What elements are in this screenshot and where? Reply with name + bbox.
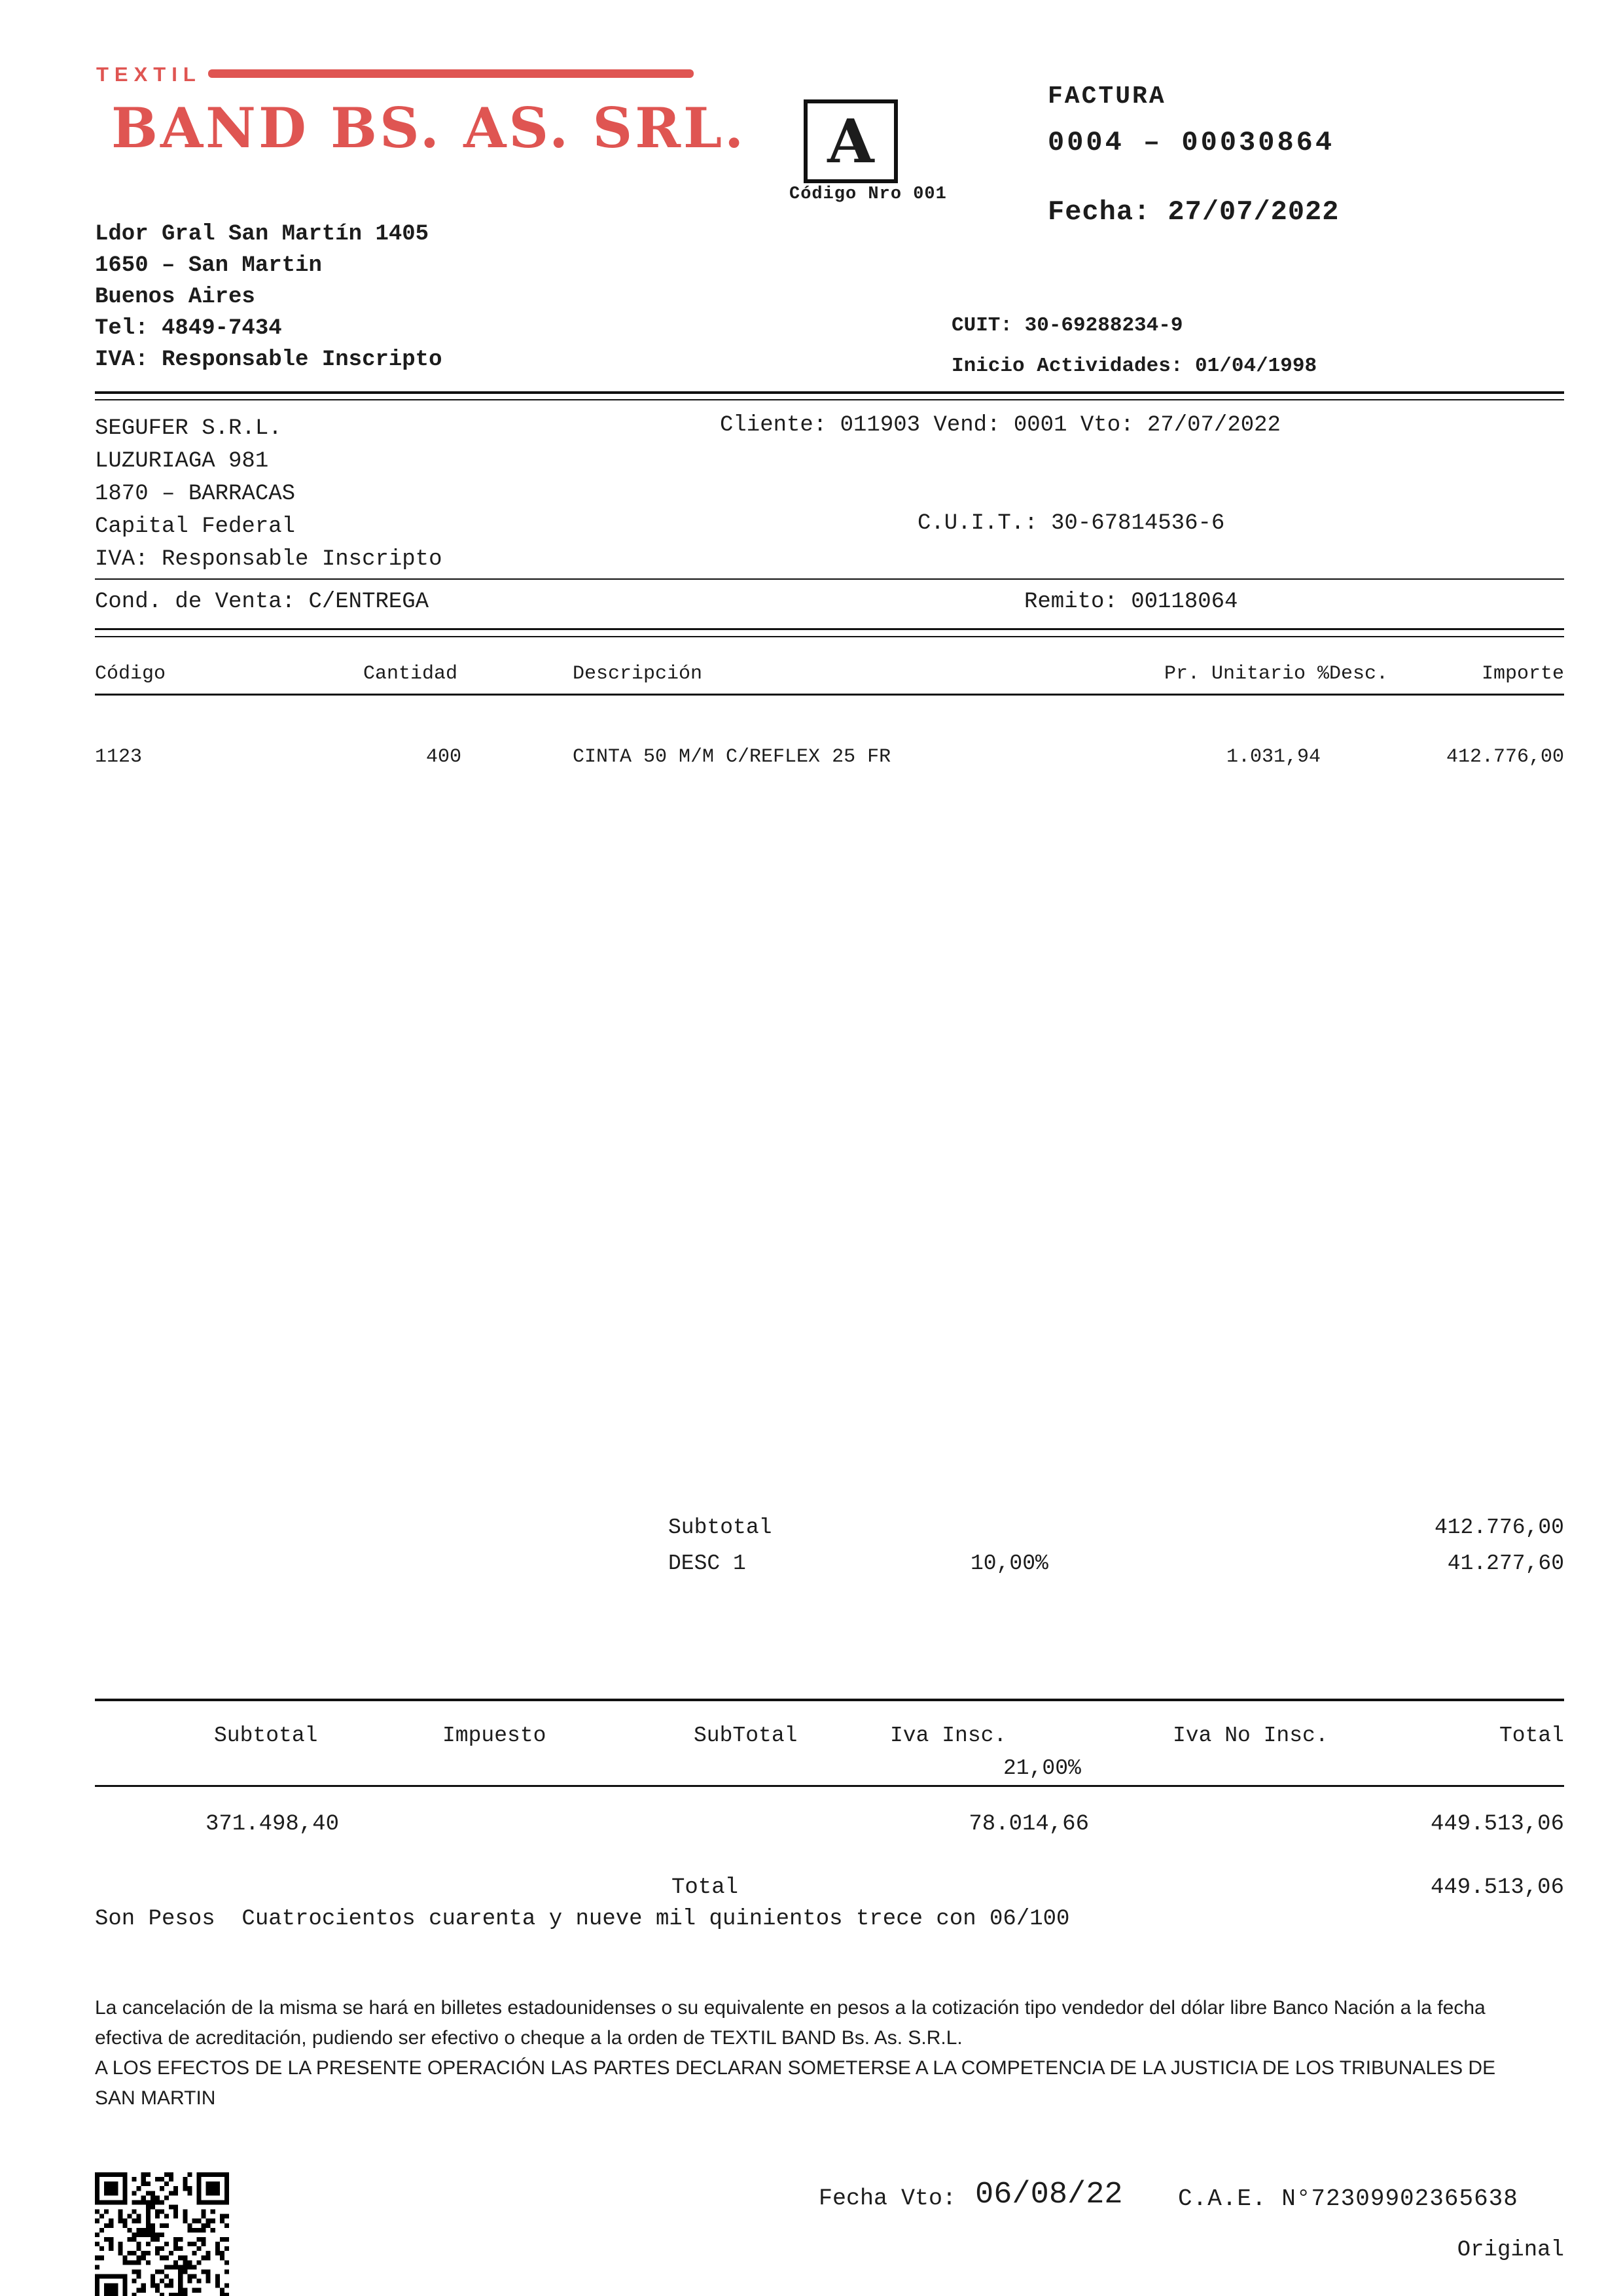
client-address-line: Capital Federal xyxy=(95,514,296,539)
column-header-codigo: Código xyxy=(95,663,166,685)
totals-value-iva-insc: 78.014,66 xyxy=(969,1812,1089,1837)
copy-label: Original xyxy=(1457,2238,1564,2263)
subtotal-label: Subtotal xyxy=(668,1515,772,1540)
company-address-line: 1650 – San Martin xyxy=(95,253,322,278)
totals-value-total: 449.513,06 xyxy=(1430,1812,1564,1837)
company-phone: Tel: 4849-7434 xyxy=(95,316,282,341)
client-reference-line: Cliente: 011903 Vend: 0001 Vto: 27/07/2022 xyxy=(720,413,1281,438)
company-address-line: Buenos Aires xyxy=(95,285,255,309)
divider xyxy=(95,1699,1564,1701)
amount-in-words: Son Pesos Cuatrocientos cuarenta y nueve mil quinientos trece con 06/100 xyxy=(95,1907,1070,1932)
company-inicio-actividades: Inicio Actividades: 01/04/1998 xyxy=(952,355,1317,378)
divider xyxy=(95,578,1564,580)
item-descripcion: CINTA 50 M/M C/REFLEX 25 FR xyxy=(573,746,891,768)
iva-percent: 21,00% xyxy=(1003,1756,1081,1780)
logo-red-bar xyxy=(208,69,694,78)
discount-value: 41.277,60 xyxy=(1447,1551,1564,1576)
totals-header-subtotal: Subtotal xyxy=(214,1723,318,1748)
totals-header-impuesto: Impuesto xyxy=(442,1723,546,1748)
company-logo: BAND BS. AS. SRL. xyxy=(111,96,747,160)
item-pr-unitario: 1.031,94 xyxy=(1226,746,1321,768)
logo-textil-text: TEXTIL xyxy=(96,63,202,86)
column-header-importe: Importe xyxy=(1481,663,1564,685)
divider xyxy=(95,391,1564,400)
item-importe: 412.776,00 xyxy=(1446,746,1564,768)
divider xyxy=(95,628,1564,637)
qr-code xyxy=(95,2172,229,2296)
remito-number: Remito: 00118064 xyxy=(1024,590,1238,614)
column-header-descripcion: Descripción xyxy=(573,663,703,685)
grand-total-value: 449.513,06 xyxy=(1430,1875,1564,1900)
company-iva-status: IVA: Responsable Inscripto xyxy=(95,347,442,372)
item-cantidad: 400 xyxy=(425,746,461,768)
discount-label: DESC 1 xyxy=(668,1551,746,1576)
totals-value-subtotal: 371.498,40 xyxy=(205,1812,339,1837)
company-cuit: CUIT: 30-69288234-9 xyxy=(952,314,1183,337)
client-cuit: C.U.I.T.: 30-67814536-6 xyxy=(918,511,1225,536)
fecha-vto-value: 06/08/22 xyxy=(975,2178,1123,2212)
item-codigo: 1123 xyxy=(95,746,143,768)
totals-header-subtotal2: SubTotal xyxy=(694,1723,798,1748)
grand-total-label: Total xyxy=(671,1875,739,1900)
subtotal-value: 412.776,00 xyxy=(1434,1515,1564,1540)
company-address-line: Ldor Gral San Martín 1405 xyxy=(95,222,429,247)
invoice-letter-box xyxy=(804,99,898,183)
client-address-line: LUZURIAGA 981 xyxy=(95,449,269,474)
invoice-title: FACTURA xyxy=(1048,82,1166,111)
column-header-cantidad: Cantidad xyxy=(363,663,458,685)
client-iva-status: IVA: Responsable Inscripto xyxy=(95,547,442,572)
client-address-block xyxy=(95,412,442,576)
client-name: SEGUFER S.R.L. xyxy=(95,416,282,441)
column-header-pr-unitario: Pr. Unitario %Desc. xyxy=(1164,663,1389,685)
sale-condition: Cond. de Venta: C/ENTREGA xyxy=(95,590,429,614)
invoice-letter-code: Código Nro 001 xyxy=(789,185,947,204)
legal-text-block xyxy=(95,1993,1515,2113)
legal-jurisdiction: A LOS EFECTOS DE LA PRESENTE OPERACIÓN LAS PARTES DECLARAN SOMETERSE A LA COMPETENCIA DE LA JUSTICIA DE LOS TRIBUNALES DE SAN MARTIN xyxy=(95,2057,1496,2109)
invoice-date: Fecha: 27/07/2022 xyxy=(1048,196,1340,228)
legal-payment-terms: La cancelación de la misma se hará en billetes estadounidenses o su equivalente en pesos a la cotización tipo vendedor del dólar libre Banco Nación a la fecha efectiva de acreditación, pudiendo ser efectivo o cheque a la orden de TEXTIL BAND Bs. As. S.R.L. xyxy=(95,1997,1486,2049)
company-address-block xyxy=(95,219,442,376)
cae-number: C.A.E. N°72309902365638 xyxy=(1178,2185,1518,2212)
totals-header-iva-no-insc: Iva No Insc. xyxy=(1173,1723,1329,1748)
totals-header-iva-insc: Iva Insc. xyxy=(890,1723,1007,1748)
invoice-letter: A xyxy=(827,106,874,177)
divider xyxy=(95,694,1564,696)
client-address-line: 1870 – BARRACAS xyxy=(95,482,296,506)
invoice-number: 0004 – 00030864 xyxy=(1048,127,1335,158)
fecha-vto-label: Fecha Vto: xyxy=(819,2185,957,2212)
totals-header-total: Total xyxy=(1499,1723,1564,1748)
divider xyxy=(95,1785,1564,1787)
discount-percent: 10,00% xyxy=(971,1551,1048,1576)
